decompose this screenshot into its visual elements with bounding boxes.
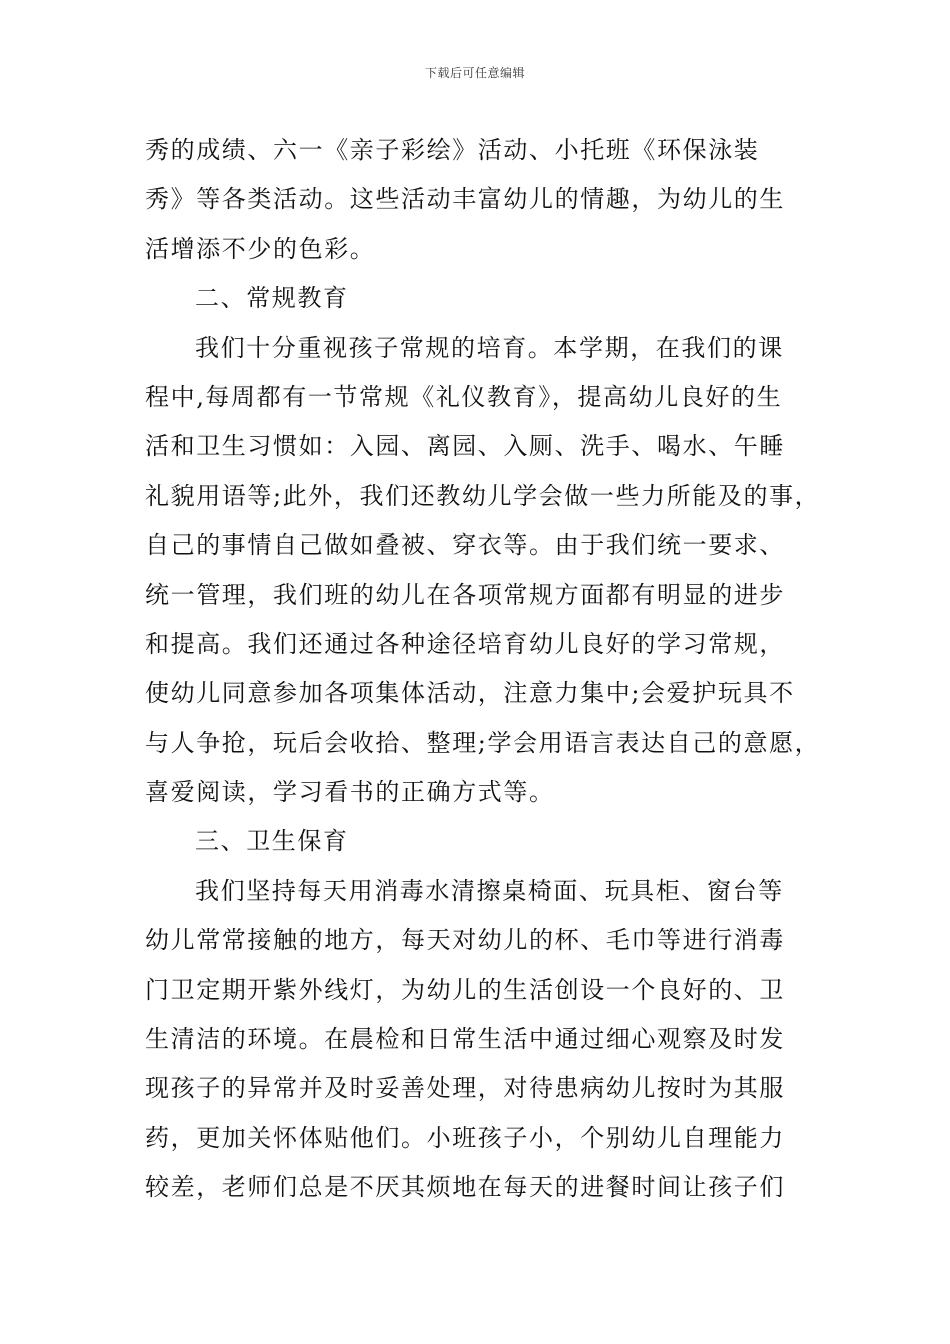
text-line: 我们十分重视孩子常规的培育。本学期，在我们的课 <box>195 333 784 362</box>
section-heading: 二、常规教育 <box>195 284 349 313</box>
text-line: 自己的事情自己做如叠被、穿衣等。由于我们统一要求、 <box>145 531 785 560</box>
text-line: 喜爱阅读，学习看书的正确方式等。 <box>145 778 555 807</box>
section-heading: 三、卫生保育 <box>195 827 349 856</box>
text-line: 和提高。我们还通过各种途径培育幼儿良好的学习常规， <box>145 629 785 658</box>
text-line: 幼儿常常接触的地方，每天对幼儿的杯、毛巾等进行消毒 <box>145 926 785 955</box>
text-line: 礼貌用语等;此外，我们还教幼儿学会做一些力所能及的事， <box>145 481 821 510</box>
document-body <box>145 126 835 1213</box>
text-line: 较差，老师们总是不厌其烦地在每天的进餐时间让孩子们 <box>145 1173 785 1202</box>
text-line: 我们坚持每天用消毒水清擦桌椅面、玩具柜、窗台等 <box>195 876 784 905</box>
text-line: 使幼儿同意参加各项集体活动，注意力集中;会爱护玩具不 <box>145 679 795 708</box>
text-line: 门卫定期开紫外线灯，为幼儿的生活创设一个良好的、卫 <box>145 975 785 1004</box>
text-line: 与人争抢，玩后会收拾、整理;学会用语言表达自己的意愿， <box>145 728 821 757</box>
text-line: 现孩子的异常并及时妥善处理，对待患病幼儿按时为其服 <box>145 1074 785 1103</box>
text-line: 统一管理，我们班的幼儿在各项常规方面都有明显的进步 <box>145 580 785 609</box>
page-header: 下载后可任意编辑 <box>424 66 525 80</box>
text-line: 药，更加关怀体贴他们。小班孩子小，个别幼儿自理能力 <box>145 1123 785 1152</box>
text-line: 秀的成绩、六一《亲子彩绘》活动、小托班《环保泳装 <box>145 136 760 164</box>
text-line: 秀》等各类活动。这些活动丰富幼儿的情趣，为幼儿的生 <box>145 185 785 214</box>
text-line: 程中,每周都有一节常规《礼仪教育》，提高幼儿良好的生 <box>145 382 783 411</box>
text-line: 活增添不少的色彩。 <box>145 234 376 263</box>
text-line: 生清洁的环境。在晨检和日常生活中通过细心观察及时发 <box>145 1025 785 1054</box>
text-line: 活和卫生习惯如：入园、离园、入厕、洗手、喝水、午睡 <box>145 432 785 461</box>
